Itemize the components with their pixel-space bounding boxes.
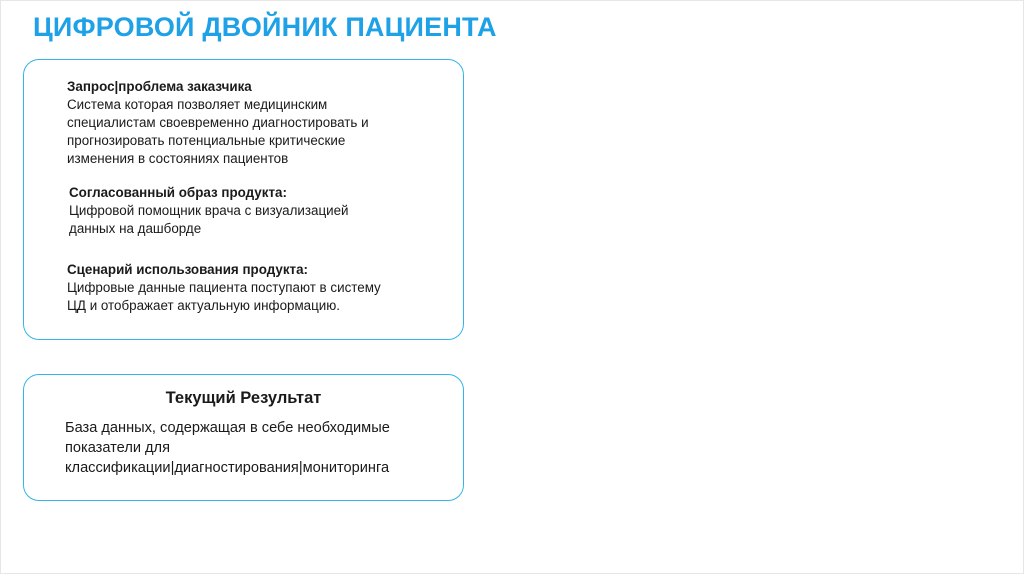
scenario-heading: Сценарий использования продукта: xyxy=(67,262,309,277)
result-text: База данных, содержащая в себе необходимые показатели для классификации|диагностирования|мониторинга xyxy=(65,420,390,476)
info-box xyxy=(23,59,464,340)
product-section xyxy=(69,184,449,238)
request-text: Система которая позволяет медицинским специалистам своевременно диагностировать и прогнозировать потенциальные критические изменения в состояниях пациентов xyxy=(67,97,369,166)
result-box xyxy=(23,374,464,501)
page-title: ЦИФРОВОЙ ДВОЙНИК ПАЦИЕНТА xyxy=(33,12,497,42)
product-heading: Согласованный образ продукта: xyxy=(69,185,287,200)
product-text: Цифровой помощник врача с визуализацией данных на дашборде xyxy=(69,203,349,236)
scenario-text: Цифровые данные пациента поступают в систему ЦД и отображает актуальную информацию. xyxy=(67,280,381,313)
request-heading: Запрос|проблема заказчика xyxy=(67,79,252,94)
scenario-section xyxy=(67,261,447,315)
request-section xyxy=(67,78,447,168)
result-title: Текущий Результат xyxy=(165,389,322,407)
